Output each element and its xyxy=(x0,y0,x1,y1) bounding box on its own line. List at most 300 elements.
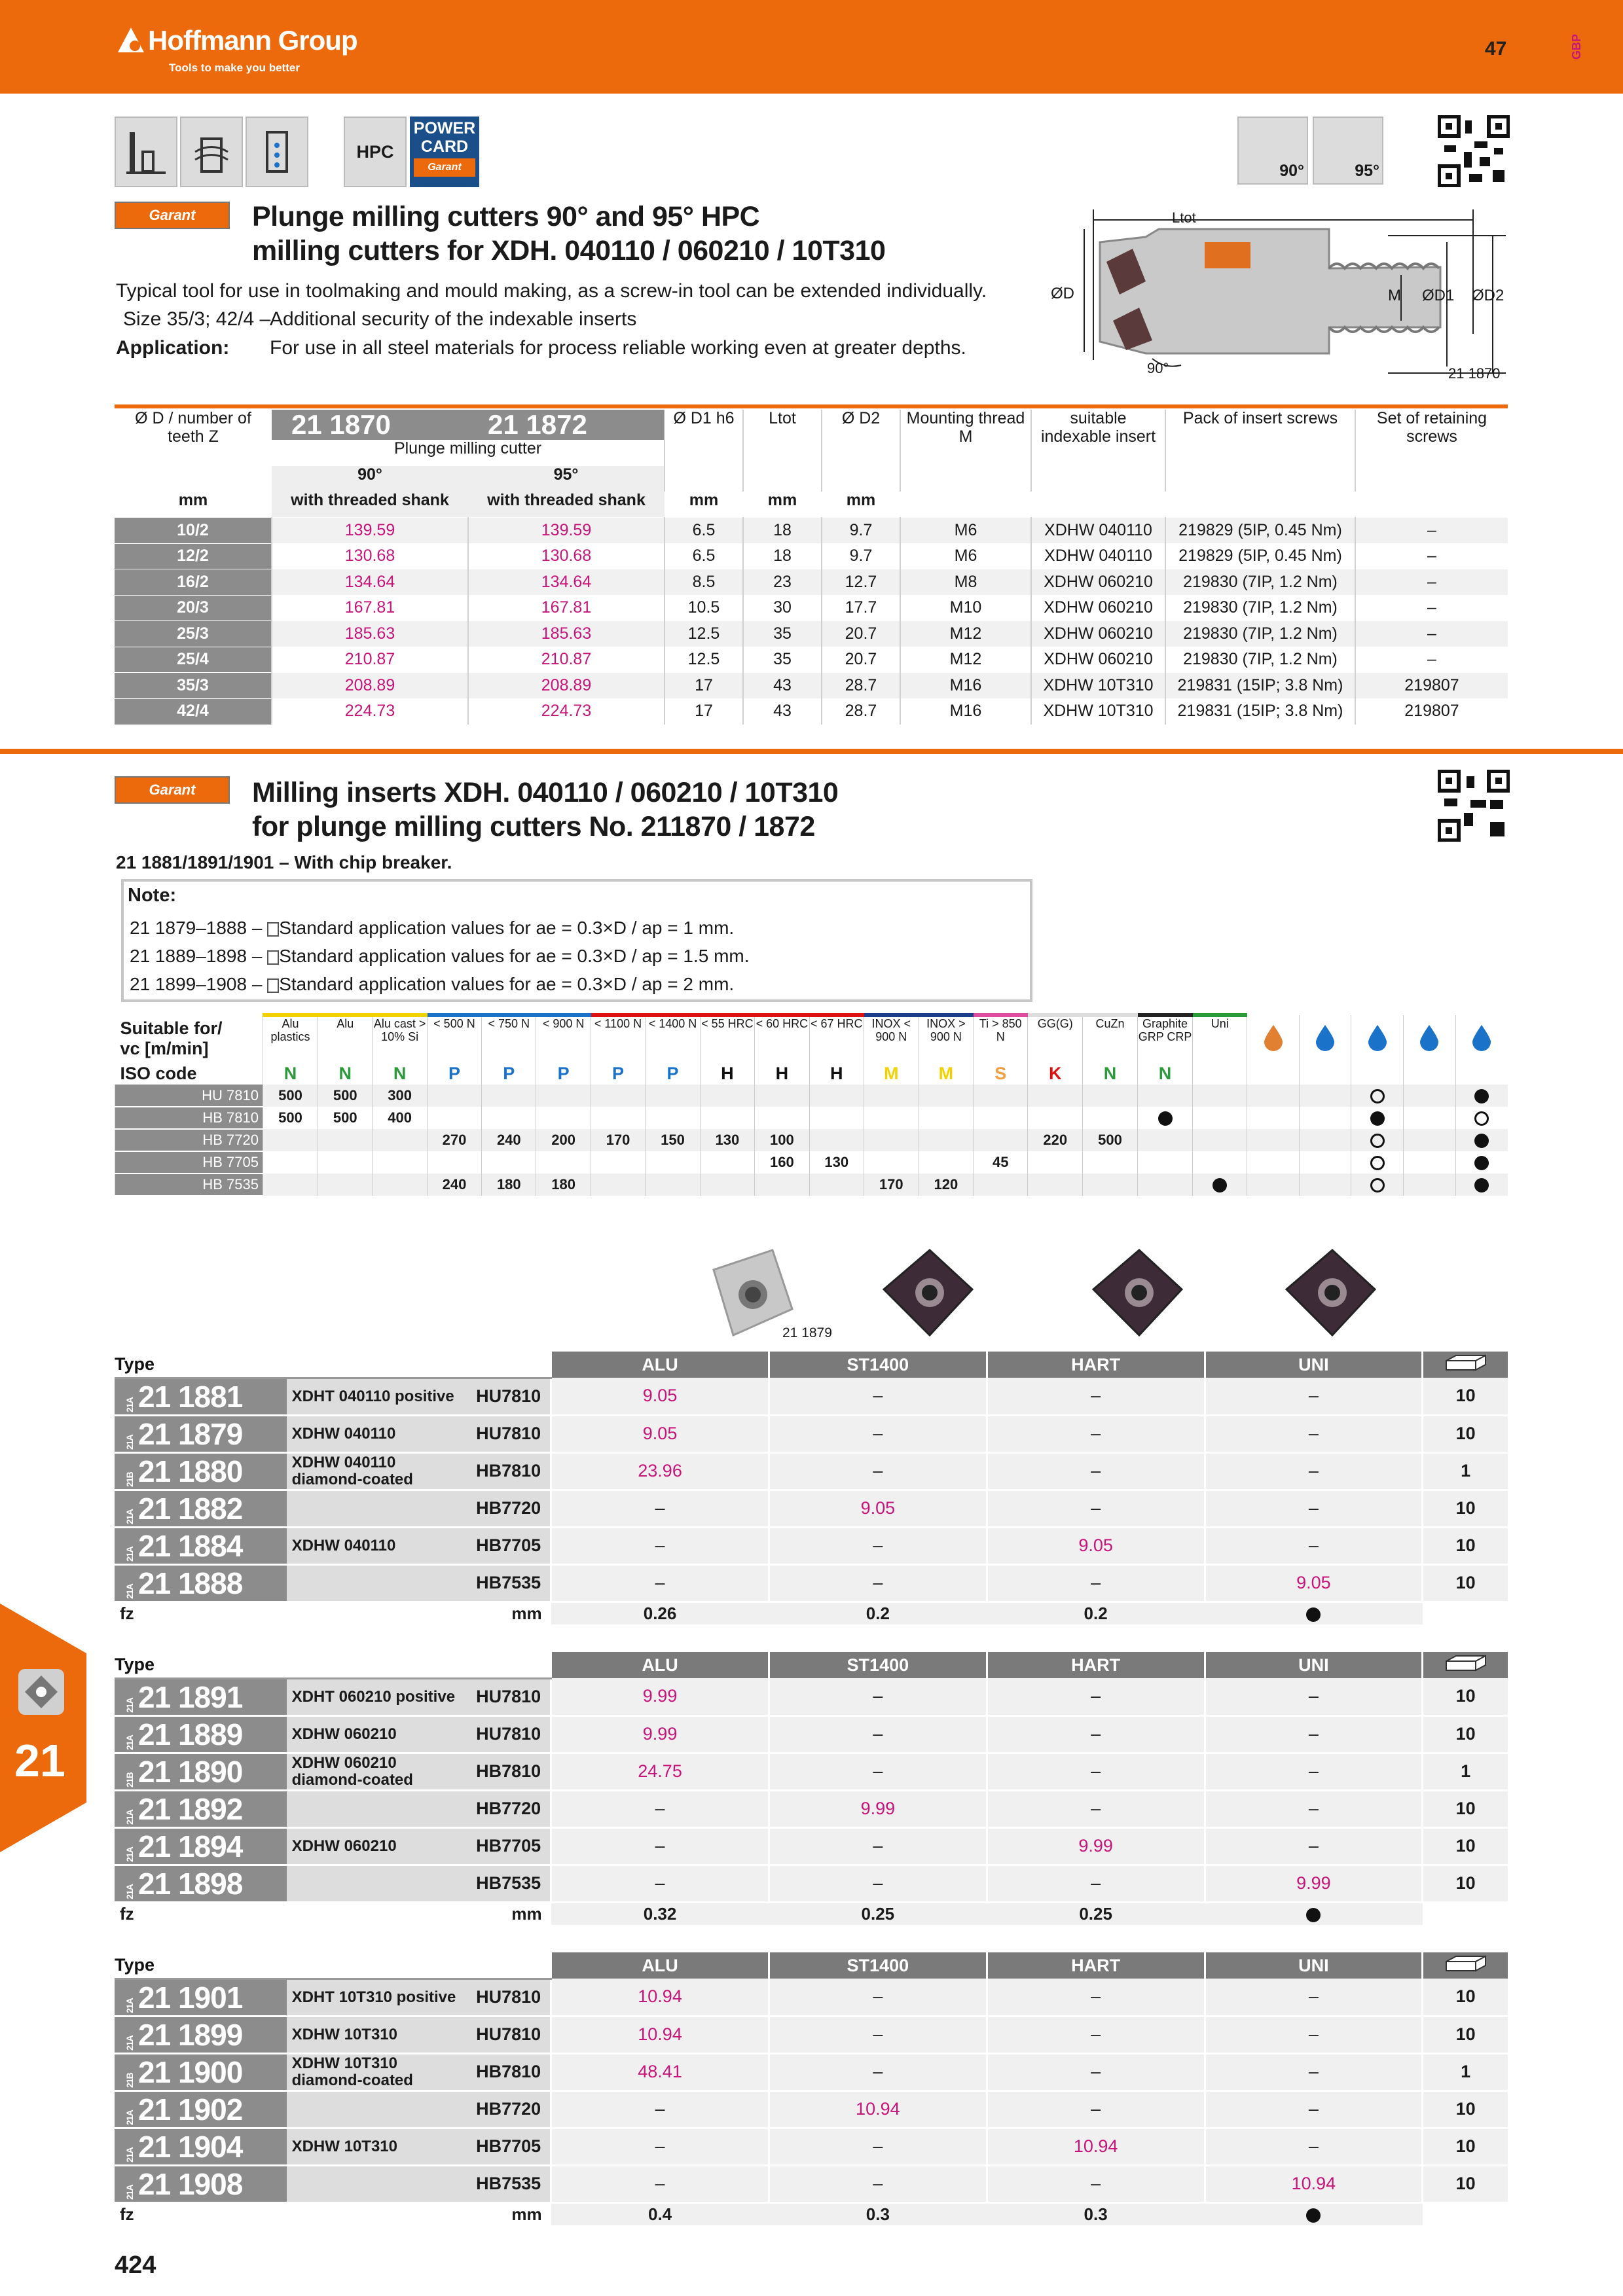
angle-95-icon: 95° xyxy=(1313,117,1383,185)
article-tag: 21A xyxy=(124,1546,135,1562)
price-cell: – xyxy=(769,2128,987,2165)
insert-row xyxy=(115,2090,1508,2128)
vc-cell xyxy=(1193,1085,1247,1107)
price-cell: 9.99 xyxy=(987,1827,1205,1865)
vc-cell xyxy=(536,1107,591,1129)
material-col: < 500 N xyxy=(427,1015,481,1062)
vc-value: 240 xyxy=(442,1176,467,1193)
price-cell: – xyxy=(769,2053,987,2090)
grade-label: HB 7705 xyxy=(115,1151,263,1174)
article-code: 21 1890 xyxy=(138,1754,243,1789)
coolant-cell xyxy=(1351,1174,1404,1196)
dim-ltot: Ltot xyxy=(1172,209,1196,226)
price-cell: – xyxy=(769,1715,987,1753)
insert-description: XDHW 040110 xyxy=(287,1415,459,1452)
article-code: 21 1904 xyxy=(138,2129,243,2164)
coolant-cell xyxy=(1299,1085,1351,1107)
unit-mm: mm xyxy=(822,492,900,518)
insert-block xyxy=(115,1352,1508,1626)
fz-dot xyxy=(1306,2208,1321,2223)
insert-description xyxy=(287,1790,459,1827)
price-cell: – xyxy=(987,1790,1205,1827)
note-text: Standard application values for ae = 0.3×D / ap = 1.5 mm. xyxy=(279,946,750,966)
insert-cell: XDHW 040110 xyxy=(1031,543,1165,569)
material-col: < 1100 N xyxy=(591,1015,645,1062)
insert-description: XDHT 040110 positive xyxy=(287,1378,459,1415)
region-code: GBP xyxy=(1570,34,1583,60)
iso-code: N xyxy=(1137,1062,1192,1085)
grade-label: HU 7810 xyxy=(115,1085,263,1107)
price-cell: 48.41 xyxy=(551,2053,769,2090)
vc-cell xyxy=(1137,1107,1192,1129)
d2-cell: 9.7 xyxy=(822,543,900,569)
note-text: Standard application values for ae = 0.3×D / ap = 1 mm. xyxy=(279,918,735,938)
vc-cell xyxy=(373,1129,427,1151)
price-cell: 10.94 xyxy=(987,2128,1205,2165)
fz-value: 0.32 xyxy=(551,1902,769,1926)
price-cell: – xyxy=(551,1527,769,1564)
fz-value: 0.4 xyxy=(551,2202,769,2226)
price-90-cell: 167.81 xyxy=(272,595,468,621)
suitable-label: Suitable for/ xyxy=(120,1018,223,1038)
brand-name: Hoffmann Group xyxy=(148,25,357,56)
article-tag: 21B xyxy=(124,1471,135,1487)
vc-cell xyxy=(536,1085,591,1107)
recommended-dot xyxy=(1370,1111,1385,1126)
article-number[interactable] xyxy=(115,1979,287,2016)
vc-value: 500 xyxy=(278,1087,302,1103)
vc-cell xyxy=(427,1107,481,1129)
size-cell: 20/3 xyxy=(115,595,272,621)
vc-cell xyxy=(919,1085,974,1107)
insert-row xyxy=(115,1865,1508,1902)
grade-code: HU7810 xyxy=(458,1378,551,1415)
vc-cell xyxy=(536,1151,591,1174)
d2-cell: 20.7 xyxy=(822,647,900,673)
material-col: < 60 HRC xyxy=(755,1015,809,1062)
insert-row xyxy=(115,1979,1508,2016)
unit-mm: mm xyxy=(665,492,743,518)
vc-cell xyxy=(919,1129,974,1151)
d1-cell: 17 xyxy=(665,673,743,699)
price-cell: – xyxy=(1205,1678,1423,1715)
chapter-tab xyxy=(0,1604,86,1852)
ltot-cell: 43 xyxy=(743,698,822,725)
article-code: 21 1908 xyxy=(138,2166,243,2201)
article-number[interactable] xyxy=(115,1378,287,1415)
ltot-cell: 23 xyxy=(743,569,822,596)
grade-code: HU7810 xyxy=(458,1715,551,1753)
size-cell: 42/4 xyxy=(115,698,272,725)
air-icon xyxy=(1455,1015,1508,1062)
material-col: CuZn xyxy=(1083,1015,1138,1062)
article-number[interactable] xyxy=(115,1715,287,1753)
vc-cell xyxy=(427,1129,481,1151)
coolant-cell xyxy=(1299,1151,1351,1174)
vc-cell xyxy=(646,1129,700,1151)
pack-quantity: 10 xyxy=(1423,2090,1508,2128)
section-divider xyxy=(0,749,1623,754)
price-cell: – xyxy=(1205,1715,1423,1753)
thread-cell: M12 xyxy=(900,647,1031,673)
vc-cell xyxy=(263,1085,318,1107)
article-code: 21 1881 xyxy=(138,1379,243,1414)
application-table xyxy=(115,1013,1508,1196)
dim-m: M xyxy=(1388,287,1401,304)
article-number[interactable] xyxy=(115,2016,287,2053)
price-90-cell: 139.59 xyxy=(272,518,468,544)
article-number[interactable] xyxy=(115,1527,287,1564)
price-cell: 10.94 xyxy=(769,2090,987,2128)
fz-label: fz xyxy=(115,1902,287,1926)
price-cell: – xyxy=(551,1490,769,1527)
coolant-cell xyxy=(1455,1107,1508,1129)
angle-90-icon: 90° xyxy=(1237,117,1308,185)
grade-code: HU7810 xyxy=(458,1979,551,2016)
vc-cell xyxy=(591,1129,645,1151)
grade-code: HU7810 xyxy=(458,1678,551,1715)
price-95-cell: 210.87 xyxy=(468,647,665,673)
coolant-cell xyxy=(1351,1129,1404,1151)
recommended-dot xyxy=(1474,1178,1489,1193)
size-text: Additional security of the indexable inserts xyxy=(270,308,637,330)
unit-mm: mm xyxy=(743,492,822,518)
orange-drop-icon xyxy=(1247,1015,1300,1062)
th-211872: 21 1872 xyxy=(468,410,665,440)
dim-d: ØD xyxy=(1051,285,1074,302)
price-95-cell: 208.89 xyxy=(468,673,665,699)
price-cell: 9.05 xyxy=(1205,1564,1423,1602)
material-col: INOX > 900 N xyxy=(919,1015,974,1062)
insert-cell: XDHW 10T310 xyxy=(1031,673,1165,699)
vc-value: 130 xyxy=(824,1154,849,1170)
insert-description: XDHT 060210 positive xyxy=(287,1678,459,1715)
fz-value: 0.25 xyxy=(987,1902,1205,1926)
price-cell: – xyxy=(769,1564,987,1602)
thread-cell: M6 xyxy=(900,518,1031,544)
pack-quantity: 10 xyxy=(1423,1827,1508,1865)
note-icon xyxy=(267,950,279,965)
material-col: < 55 HRC xyxy=(700,1015,754,1062)
dry-icon xyxy=(1404,1015,1456,1062)
iso-code: N xyxy=(318,1062,373,1085)
price-cell: – xyxy=(987,2016,1205,2053)
price-cell: – xyxy=(769,1827,987,1865)
application-text: For use in all steel materials for process reliable working even at greater depths. xyxy=(270,337,966,359)
iso-code: P xyxy=(427,1062,481,1085)
insert-cell: XDHW 040110 xyxy=(1031,518,1165,544)
price-cell: – xyxy=(987,1490,1205,1527)
vc-cell xyxy=(1028,1085,1083,1107)
pack-icon xyxy=(1423,1652,1508,1678)
article-number[interactable] xyxy=(115,1753,287,1790)
price-cell: 9.99 xyxy=(551,1715,769,1753)
price-cell: – xyxy=(551,1865,769,1902)
material-col: < 67 HRC xyxy=(809,1015,864,1062)
suitable-ring xyxy=(1370,1156,1385,1170)
vc-cell xyxy=(646,1085,700,1107)
vc-cell xyxy=(809,1107,864,1129)
retaining-cell: – xyxy=(1355,595,1508,621)
vc-value: 45 xyxy=(992,1154,1009,1170)
price-cell: – xyxy=(769,1527,987,1564)
insert-row xyxy=(115,1527,1508,1564)
cutter-table xyxy=(115,410,1508,725)
price-95-cell: 185.63 xyxy=(468,621,665,647)
type-label: Type xyxy=(115,1352,551,1378)
size-cell: 25/3 xyxy=(115,621,272,647)
article-number[interactable] xyxy=(115,1678,287,1715)
vc-cell xyxy=(482,1174,536,1196)
price-cell: – xyxy=(1205,1827,1423,1865)
price-cell: – xyxy=(987,2165,1205,2202)
section2-subtitle: 21 1881/1891/1901 – With chip breaker. xyxy=(116,852,452,872)
price-cell: – xyxy=(987,1678,1205,1715)
dim-d1: ØD1 xyxy=(1422,287,1455,304)
vc-cell xyxy=(1028,1129,1083,1151)
vc-cell xyxy=(1137,1085,1192,1107)
grade-label: HB 7810 xyxy=(115,1107,263,1129)
price-95-cell: 134.64 xyxy=(468,569,665,596)
size-cell: 10/2 xyxy=(115,518,272,544)
d1-cell: 6.5 xyxy=(665,518,743,544)
d1-cell: 10.5 xyxy=(665,595,743,621)
price-cell: – xyxy=(1205,1415,1423,1452)
insert-description: XDHW 10T310 xyxy=(287,2128,459,2165)
price-cell: – xyxy=(1205,1490,1423,1527)
vc-value: 500 xyxy=(278,1109,302,1126)
fz-unit: mm xyxy=(458,1602,551,1625)
vc-cell xyxy=(809,1129,864,1151)
vc-cell xyxy=(1193,1107,1247,1129)
article-code: 21 1880 xyxy=(138,1454,243,1488)
vc-cell xyxy=(536,1174,591,1196)
retaining-cell: 219807 xyxy=(1355,698,1508,725)
fz-value: 0.3 xyxy=(987,2202,1205,2226)
power-card-badge xyxy=(410,117,479,187)
article-code: 21 1888 xyxy=(138,1566,243,1600)
vc-cell xyxy=(318,1107,373,1129)
fz-value xyxy=(1205,2202,1423,2226)
price-cell: – xyxy=(987,1378,1205,1415)
iso-code: K xyxy=(1028,1062,1083,1085)
grade-code: HU7810 xyxy=(458,1415,551,1452)
article-number[interactable] xyxy=(115,1452,287,1490)
vc-cell xyxy=(864,1151,919,1174)
vc-cell xyxy=(427,1085,481,1107)
article-tag: 21B xyxy=(124,1772,135,1787)
price-cell: – xyxy=(1205,1527,1423,1564)
vc-cell xyxy=(1083,1107,1138,1129)
iso-label: ISO code xyxy=(120,1063,197,1083)
iso-code xyxy=(1193,1062,1247,1085)
fz-label: fz xyxy=(115,1602,287,1625)
price-95-cell: 167.81 xyxy=(468,595,665,621)
vc-cell xyxy=(1137,1151,1192,1174)
price-cell: – xyxy=(551,2090,769,2128)
insert-row xyxy=(115,2016,1508,2053)
vc-cell xyxy=(263,1129,318,1151)
vc-cell xyxy=(864,1085,919,1107)
screws-cell: 219830 (7IP, 1.2 Nm) xyxy=(1165,647,1355,673)
article-tag: 21A xyxy=(124,1509,135,1524)
fz-value: 0.2 xyxy=(769,1602,987,1625)
price-cell: – xyxy=(1205,2053,1423,2090)
th-d2: Ø D2 xyxy=(822,410,900,492)
insert-description: XDHW 040110 xyxy=(287,1527,459,1564)
power-card-line1: POWER xyxy=(413,119,476,137)
vc-cell xyxy=(809,1151,864,1174)
article-number[interactable] xyxy=(115,1865,287,1902)
note-icon xyxy=(267,978,279,993)
price-cell: – xyxy=(551,1790,769,1827)
grade-label: HB 7535 xyxy=(115,1174,263,1196)
insert-row xyxy=(115,2165,1508,2202)
article-number[interactable] xyxy=(115,1415,287,1452)
article-number[interactable] xyxy=(115,1490,287,1527)
qr-code-icon[interactable] xyxy=(1438,115,1510,187)
grade-header: ST1400 xyxy=(769,1352,987,1378)
coolant-cell xyxy=(1404,1085,1456,1107)
article-number[interactable] xyxy=(115,2128,287,2165)
insert-block xyxy=(115,1952,1508,2227)
price-95-cell: 139.59 xyxy=(468,518,665,544)
article-number[interactable] xyxy=(115,1827,287,1865)
insert-row xyxy=(115,1827,1508,1865)
article-tag: 21A xyxy=(124,1884,135,1899)
vc-cell xyxy=(591,1085,645,1107)
thread-cell: M16 xyxy=(900,698,1031,725)
vc-cell xyxy=(1083,1129,1138,1151)
suitable-ring xyxy=(1370,1134,1385,1148)
article-code: 21 1879 xyxy=(138,1416,243,1451)
grade-header: ALU xyxy=(551,1652,769,1678)
hoffmann-logo-icon xyxy=(117,26,145,55)
pack-quantity: 10 xyxy=(1423,1865,1508,1902)
article-number[interactable] xyxy=(115,1564,287,1602)
vc-cell xyxy=(974,1174,1028,1196)
article-code: 21 1902 xyxy=(138,2092,243,2126)
chapter-number: 21 xyxy=(14,1735,65,1786)
coolant-cell xyxy=(1351,1107,1404,1129)
grade-code: HB7720 xyxy=(458,2090,551,2128)
price-cell: 10.94 xyxy=(551,1979,769,2016)
pack-quantity: 10 xyxy=(1423,1678,1508,1715)
vc-cell xyxy=(318,1129,373,1151)
material-col: Graphite GRP CRP xyxy=(1137,1015,1192,1062)
article-number[interactable] xyxy=(115,1790,287,1827)
fz-value: 0.26 xyxy=(551,1602,769,1625)
insert-row xyxy=(115,2128,1508,2165)
price-90-cell: 224.73 xyxy=(272,698,468,725)
insert-description xyxy=(287,1490,459,1527)
price-cell: – xyxy=(1205,1378,1423,1415)
article-tag: 21A xyxy=(124,1846,135,1862)
article-tag: 21A xyxy=(124,2035,135,2051)
vc-cell xyxy=(1028,1151,1083,1174)
size-label: Size 35/3; 42/4 – xyxy=(123,308,271,330)
vc-cell xyxy=(482,1129,536,1151)
article-code: 21 1894 xyxy=(138,1829,243,1863)
d1-cell: 17 xyxy=(665,698,743,725)
vc-cell xyxy=(700,1129,754,1151)
screws-cell: 219831 (15IP; 3.8 Nm) xyxy=(1165,698,1355,725)
insert-row xyxy=(115,2053,1508,2090)
grade-code: HB7720 xyxy=(458,1490,551,1527)
suitable-dot xyxy=(1158,1111,1173,1126)
note-label: Note: xyxy=(128,885,177,906)
vc-value: 500 xyxy=(333,1109,357,1126)
footer-page-number: 424 xyxy=(115,2251,156,2279)
article-number[interactable] xyxy=(115,2165,287,2202)
article-number[interactable] xyxy=(115,2053,287,2090)
vc-cell xyxy=(1083,1085,1138,1107)
fz-dot xyxy=(1306,1908,1321,1922)
iso-code: P xyxy=(591,1062,645,1085)
grade-header: UNI xyxy=(1205,1652,1423,1678)
insert-description: XDHW 060210 xyxy=(287,1827,459,1865)
fz-value: 0.3 xyxy=(769,2202,987,2226)
price-cell: – xyxy=(769,2165,987,2202)
screws-cell: 219829 (5IP, 0.45 Nm) xyxy=(1165,518,1355,544)
note-item xyxy=(130,942,750,970)
pack-quantity: 1 xyxy=(1423,2053,1508,2090)
iso-code: S xyxy=(974,1062,1028,1085)
vc-cell xyxy=(646,1174,700,1196)
size-cell: 25/4 xyxy=(115,647,272,673)
garant-logo: Garant xyxy=(115,202,230,229)
suitable-ring xyxy=(1370,1089,1385,1103)
insert-row xyxy=(115,1678,1508,1715)
coolant-cell xyxy=(1247,1174,1300,1196)
price-cell: – xyxy=(551,2128,769,2165)
grade-code: HB7705 xyxy=(458,2128,551,2165)
price-cell: – xyxy=(769,1415,987,1452)
vc-cell xyxy=(591,1151,645,1174)
coolant-cell xyxy=(1455,1174,1508,1196)
d1-cell: 8.5 xyxy=(665,569,743,596)
power-card-line2: CARD xyxy=(420,137,469,156)
grade-header: ALU xyxy=(551,1952,769,1979)
cutter-row xyxy=(115,673,1508,699)
d1-cell: 12.5 xyxy=(665,647,743,673)
retaining-cell: – xyxy=(1355,569,1508,596)
price-cell: 9.99 xyxy=(1205,1865,1423,1902)
th-95: 95° xyxy=(468,466,665,492)
retaining-cell: 219807 xyxy=(1355,673,1508,699)
divider xyxy=(115,404,1508,408)
price-cell: – xyxy=(769,1865,987,1902)
screws-cell: 219830 (7IP, 1.2 Nm) xyxy=(1165,569,1355,596)
price-90-cell: 185.63 xyxy=(272,621,468,647)
note-list xyxy=(130,914,750,998)
article-number[interactable] xyxy=(115,2090,287,2128)
material-col: < 1400 N xyxy=(646,1015,700,1062)
vc-cell xyxy=(591,1174,645,1196)
insert-row xyxy=(115,1415,1508,1452)
article-tag: 21B xyxy=(124,2072,135,2088)
price-cell: 23.96 xyxy=(551,1452,769,1490)
insert-image-st1400 xyxy=(871,1244,982,1348)
plunge-icon xyxy=(115,117,177,187)
grade-header: ALU xyxy=(551,1352,769,1378)
price-cell: – xyxy=(1205,1979,1423,2016)
ltot-cell: 30 xyxy=(743,595,822,621)
iso-code: N xyxy=(1083,1062,1138,1085)
grade-code: HU7810 xyxy=(458,2016,551,2053)
qr-code-icon[interactable] xyxy=(1438,770,1510,842)
article-code: 21 1899 xyxy=(138,2017,243,2052)
